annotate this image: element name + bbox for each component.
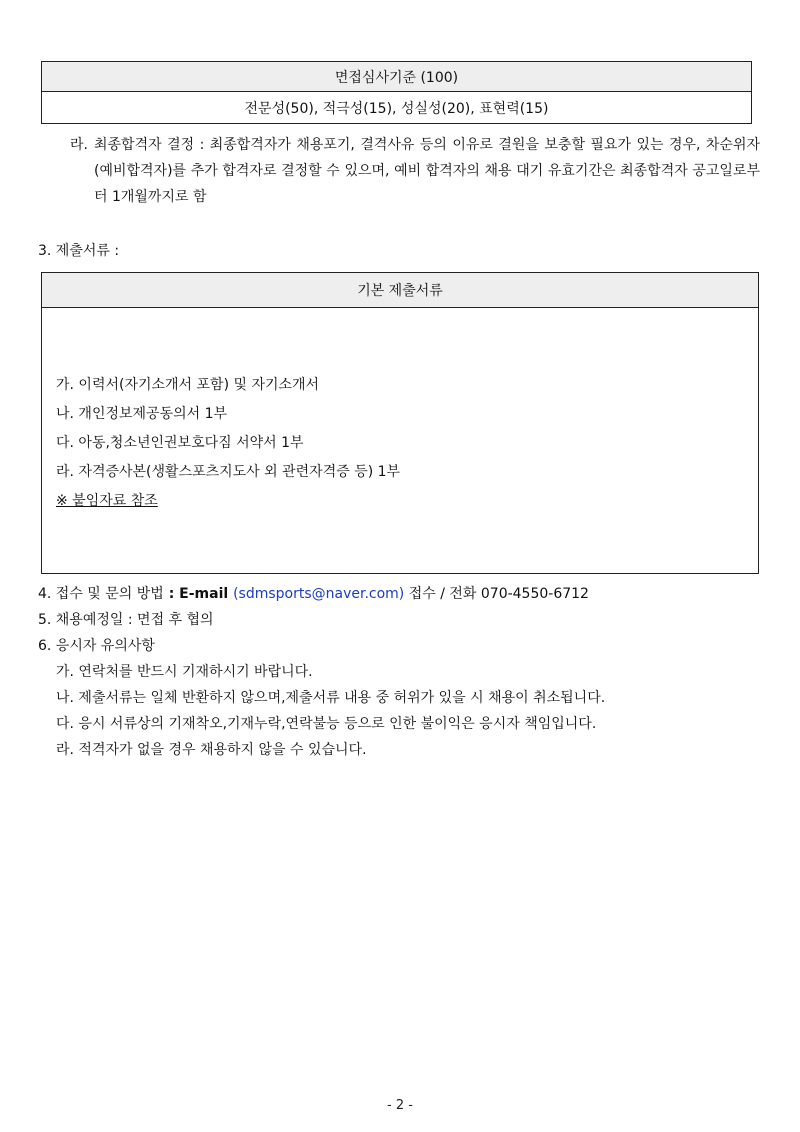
section-4-suffix: 접수 / 전화 070-4550-6712 <box>404 586 589 602</box>
section-6-title: 6. 응시자 유의사항 <box>38 638 155 654</box>
notice-item: 나. 제출서류는 일체 반환하지 않으며,제출서류 내용 중 허위가 있을 시 채용이 취소됩니다. <box>56 690 606 706</box>
attachment-note-text: ※ 붙임자료 참조 <box>56 493 158 509</box>
list-item: 가. 이력서(자기소개서 포함) 및 자기소개서 <box>56 377 320 393</box>
section-4-prefix: 4. 접수 및 문의 방법 <box>38 586 164 602</box>
email-link[interactable]: (sdmsports@naver.com) <box>233 586 405 602</box>
interview-criteria-table <box>41 61 752 124</box>
page-number: - 2 - <box>387 1098 413 1113</box>
section-4-contact <box>38 583 589 603</box>
submission-documents-list <box>56 371 400 516</box>
criteria-header: 면접심사기준 (100) <box>42 62 751 92</box>
final-decision-label: 라. <box>70 137 88 153</box>
list-item: 다. 아동,청소년인권보호다짐 서약서 1부 <box>56 435 304 451</box>
section-3-title: 3. 제출서류 : <box>38 243 120 259</box>
notice-item: 라. 적격자가 없을 경우 채용하지 않을 수 있습니다. <box>56 742 367 758</box>
section-4-email-label: : E-mail <box>163 586 234 602</box>
list-item: 라. 자격증사본(생활스포츠지도사 외 관련자격증 등) 1부 <box>56 464 401 480</box>
notice-item: 가. 연락처를 반드시 기재하시기 바랍니다. <box>56 664 313 680</box>
final-decision-text: 최종합격자 결정 : 최종합격자가 채용포기, 결격사유 등의 이유로 결원을 보충할 필요가 있는 경우, 차순위자(예비합격자)를 추가 합격자로 결정할 수 있으며, 예비 합격자의 채용 대기 유효기간은 최종합격자 공고일로부터 1개월까지로 함 <box>94 137 760 205</box>
attachment-note <box>56 487 400 516</box>
criteria-body: 전문성(50), 적극성(15), 성실성(20), 표현력(15) <box>244 100 549 117</box>
final-decision-paragraph <box>70 132 760 210</box>
submission-box-header: 기본 제출서류 <box>42 273 758 308</box>
list-item: 나. 개인정보제공동의서 1부 <box>56 406 228 422</box>
section-5-hiring-date: 5. 채용예정일 : 면접 후 협의 <box>38 612 214 628</box>
notice-item: 다. 응시 서류상의 기재착오,기재누락,연락불능 등으로 인한 불이익은 응시자 책임입니다. <box>56 716 597 732</box>
submission-documents-box <box>41 272 759 574</box>
